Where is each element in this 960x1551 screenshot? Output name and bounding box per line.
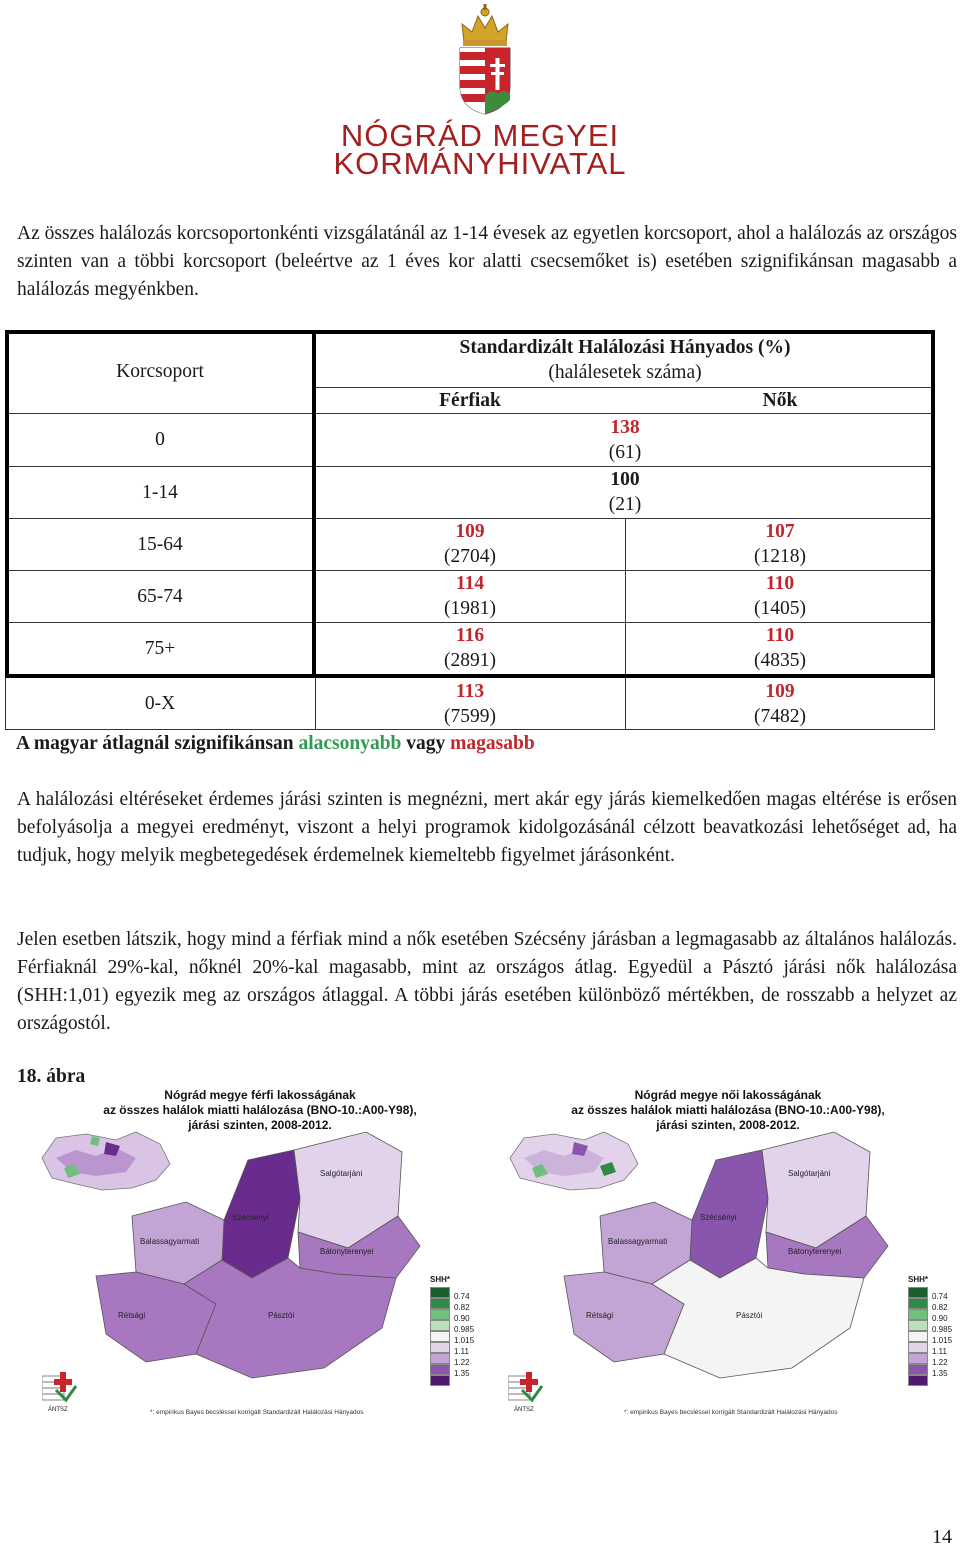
legend-mid: vagy (406, 733, 446, 754)
age-cell: 1-14 (142, 481, 178, 503)
age-cell: 0-X (144, 693, 176, 714)
table-legend (16, 733, 535, 755)
smr-value: 109 (455, 521, 485, 542)
legend-value: 1.35 (454, 1369, 470, 1378)
legend-value: 0.90 (454, 1314, 470, 1323)
death-count: (2704) (444, 546, 496, 567)
age-cell: 65-74 (137, 585, 183, 607)
map-title-line: járási szinten, 2008-2012. (188, 1118, 332, 1132)
map-women-title (548, 1088, 908, 1133)
smr-value: 116 (455, 625, 485, 646)
legend-swatch (430, 1342, 450, 1353)
legend-low: alacsonyabb (298, 733, 402, 754)
death-count: (7482) (754, 705, 806, 727)
map-men-footnote: *: empirikus Bayes becsléssel korrigált Standardizált Halálozási Hányados (150, 1409, 364, 1416)
office-name-line2: KORMÁNYHIVATAL (333, 146, 627, 181)
death-count: (7599) (444, 705, 496, 727)
map-women (504, 1128, 954, 1418)
smr-value: 107 (765, 521, 795, 542)
men-cell (315, 678, 625, 729)
header-smr (315, 332, 935, 387)
antsz-logo-text: ÁNTSZ (48, 1407, 68, 1413)
paragraph-district: A halálozási eltéréseket érdemes járási szinten is megnézni, mert akár egy járás kiemelkedően magas eltérése is erősen befolyásolja a megyei eredményt, viszont a helyi programok kidolgozásánál célzott beavatkozási lehetőséget ad, ha tudjuk, hogy melyik megbetegedések érdemelnek kiemeltebb figyelmet járásonként. (17, 789, 957, 866)
legend-swatch (430, 1353, 450, 1364)
legend-value: 0.985 (932, 1325, 953, 1334)
death-count: (61) (608, 441, 642, 463)
map-title-line: az összes halálok miatti halálozása (BNO-10.:A00-Y98), (103, 1103, 417, 1117)
legend-swatch (908, 1298, 928, 1309)
label-balassagyarmat: Balassagyarmati (608, 1237, 668, 1246)
legend-value: 1.22 (454, 1358, 470, 1367)
map-women-footnote: *: empirikus Bayes becsléssel korrigált Standardizált Halálozási Hányados (624, 1409, 838, 1416)
coat-of-arms-logo (452, 4, 518, 116)
men-cell (315, 622, 625, 674)
death-count: (1218) (754, 546, 806, 567)
legend-value: 1.35 (932, 1369, 948, 1378)
death-count: (1981) (444, 598, 496, 619)
label-retsag: Rétsági (586, 1311, 614, 1320)
label-paszto: Pásztói (736, 1311, 763, 1320)
label-batonyterenye: Bátonyterenyei (320, 1247, 374, 1256)
header-smr-sub: (halálesetek száma) (548, 361, 702, 383)
page-number: 14 (932, 1526, 952, 1548)
header-men: Férfiak (439, 389, 501, 411)
women-cell (625, 518, 935, 570)
header-women: Nők (762, 389, 798, 411)
antsz-logo (508, 1372, 544, 1408)
label-paszto: Pásztói (268, 1311, 295, 1320)
legend-value: 0.74 (932, 1292, 948, 1301)
legend-swatch (908, 1331, 928, 1342)
women-cell (625, 570, 935, 622)
legend-value: 1.22 (932, 1358, 948, 1367)
smr-value: 110 (765, 625, 795, 646)
header-smr-title: Standardizált Halálozási Hányados (%) (459, 336, 791, 358)
legend-swatch (908, 1364, 928, 1375)
legend-value: 0.82 (932, 1303, 948, 1312)
office-name-line1: NÓGRÁD MEGYEI (340, 118, 620, 153)
smr-value: 100 (610, 469, 640, 490)
label-batonyterenye: Bátonyterenyei (788, 1247, 842, 1256)
legend-high: magasabb (450, 733, 535, 754)
legend-value: 0.74 (454, 1292, 470, 1301)
map-title-line: Nógrád megye női lakosságának (634, 1088, 822, 1102)
legend-swatch (908, 1320, 928, 1331)
figure-label: 18. ábra (17, 1066, 86, 1087)
legend-swatch (430, 1375, 450, 1386)
map-title-line: az összes halálok miatti halálozása (BNO-10.:A00-Y98), (571, 1103, 885, 1117)
legend-swatch (430, 1320, 450, 1331)
legend-swatch (908, 1309, 928, 1320)
smr-value: 113 (455, 680, 485, 702)
death-count: (2891) (444, 650, 496, 671)
label-szecseny: Szécsényi (700, 1213, 737, 1222)
paragraph-results: Jelen esetben látszik, hogy mind a férfiak mind a nők esetében Szécsény járásban a legmagasabb az általános halálozás. Férfiaknál 29%-kal, nőknél 20%-kal magasabb, mint az országos átlag. Egyedül a Pásztó járási nők halálozása (SHH:1,01) egyezik meg az országos átlaggal. A többi járás esetében különböző mértékben, de rosszabb a helyzet az országostól. (17, 929, 957, 1034)
label-retsag: Rétsági (118, 1311, 146, 1320)
combined-cell (315, 413, 935, 466)
legend-swatch (430, 1298, 450, 1309)
smr-value: 138 (610, 416, 640, 438)
legend-value: 1.11 (932, 1347, 947, 1356)
men-cell (315, 518, 625, 570)
age-cell: 15-64 (137, 533, 183, 555)
legend-swatch (908, 1375, 928, 1386)
legend-value: 0.90 (932, 1314, 948, 1323)
legend-swatch (430, 1309, 450, 1320)
map-men (36, 1128, 486, 1418)
label-salgotarjan: Salgótarjáni (788, 1169, 831, 1178)
legend-swatch (908, 1342, 928, 1353)
antsz-logo-text: ÁNTSZ (514, 1407, 534, 1413)
legend-value: 0.985 (454, 1325, 475, 1334)
death-count: (1405) (754, 598, 806, 619)
antsz-logo (42, 1372, 78, 1408)
legend-value: 1.11 (454, 1347, 469, 1356)
intro-paragraph: Az összes halálozás korcsoportonkénti vizsgálatánál az 1-14 évesek az egyetlen korcsoport, ahol a halálozás az országos szinten van a többi korcsoport (beleértve az 1 éves kor alatti csecsemőket is) esetében szignifikánsan magasabb a halálozás megyénkben. (17, 223, 957, 300)
legend-swatch (430, 1287, 450, 1298)
legend-swatch (430, 1364, 450, 1375)
death-count: (4835) (754, 650, 806, 671)
smr-value: 114 (455, 573, 485, 594)
women-cell (625, 678, 935, 729)
smr-value: 110 (765, 573, 795, 594)
label-balassagyarmat: Balassagyarmati (140, 1237, 200, 1246)
smr-table (5, 330, 935, 730)
death-count: (21) (608, 494, 642, 515)
age-cell: 0 (155, 429, 165, 450)
map-men-title (80, 1088, 440, 1133)
legend-value: 0.82 (454, 1303, 470, 1312)
map-title-line: Nógrád megye férfi lakosságának (164, 1088, 356, 1102)
label-szecseny: Szécsényi (232, 1213, 269, 1222)
smr-value: 109 (765, 680, 795, 702)
label-salgotarjan: Salgótarjáni (320, 1169, 363, 1178)
age-cell: 75+ (144, 637, 176, 659)
women-cell (625, 622, 935, 674)
legend-swatch (908, 1353, 928, 1364)
legend-prefix: A magyar átlagnál szignifikánsan (16, 733, 294, 754)
legend-value: 1.015 (932, 1336, 953, 1345)
legend-value: 1.015 (454, 1336, 475, 1345)
legend-swatch (908, 1287, 928, 1298)
combined-cell (315, 466, 935, 518)
map-women-legend-title: SHH* (908, 1275, 929, 1284)
legend-swatch (430, 1331, 450, 1342)
map-men-legend-title: SHH* (430, 1275, 451, 1284)
header-age: Korcsoport (116, 361, 204, 382)
men-cell (315, 570, 625, 622)
map-title-line: járási szinten, 2008-2012. (656, 1118, 800, 1132)
